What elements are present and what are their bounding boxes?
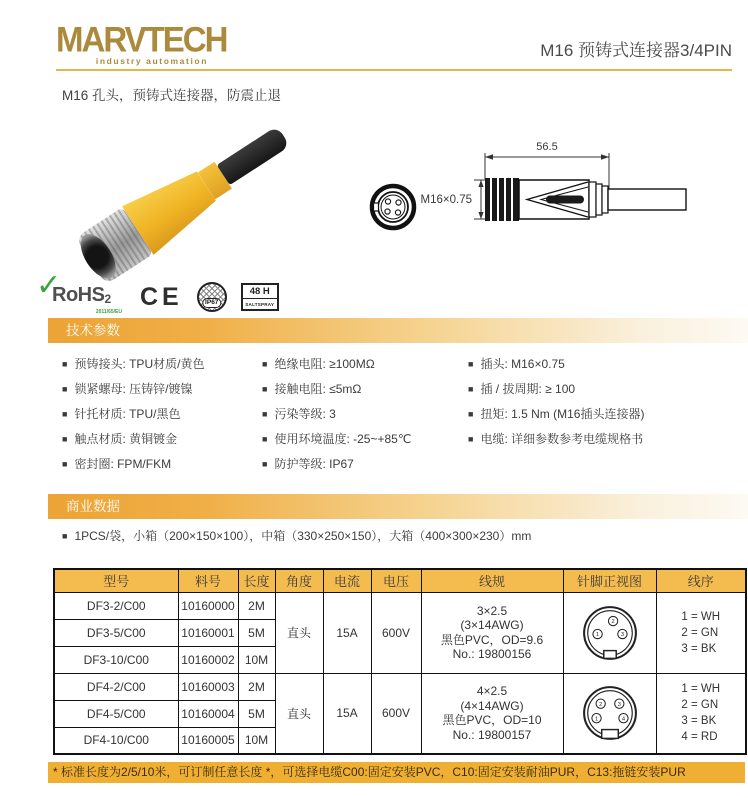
spec-item: ■ 绝缘电阻: ≥100MΩ: [262, 357, 375, 371]
rohs-label: RoHS2: [52, 284, 111, 306]
connector-front-view: [372, 186, 414, 228]
length-cell: 5M: [238, 700, 275, 727]
part-number-cell: 10160005: [178, 727, 238, 754]
wire-order-cell: 1 = WH 2 = GN 3 = BK: [656, 592, 746, 673]
connector-cable: [217, 126, 290, 185]
col-header-current: 电流: [323, 569, 371, 592]
spec-item: ■ 预铸接头: TPU材质/黄色: [62, 357, 205, 371]
col-header-pin-view: 针脚正视图: [563, 569, 656, 592]
logo-tagline: industry automation: [95, 56, 208, 66]
connector-socket-face: [74, 228, 123, 284]
bullet-square-icon: ■: [62, 434, 68, 444]
spec-item: ■ 插头: M16×0.75: [468, 357, 565, 371]
rohs-badge: [36, 269, 126, 315]
spec-column-3: [468, 352, 738, 477]
technical-drawing: [360, 133, 745, 273]
bullet-square-icon: ■: [62, 384, 68, 394]
angle-cell: 直头: [275, 592, 323, 673]
model-cell: DF3-5/C00: [54, 619, 178, 646]
page-title: M16 预铸式连接器3/4PIN: [540, 41, 732, 60]
model-cell: DF3-10/C00: [54, 646, 178, 673]
bullet-square-icon: ■: [62, 531, 68, 541]
voltage-cell: 600V: [371, 673, 421, 754]
col-header-angle: 角度: [275, 569, 323, 592]
dimension-drawing-svg: [360, 133, 745, 268]
parts-table: [53, 568, 747, 755]
pin-diagram-4pin: [581, 684, 639, 742]
part-number-cell: 10160002: [178, 646, 238, 673]
col-header-part-number: 料号: [178, 569, 238, 592]
certification-row: [36, 269, 279, 315]
table-row: [54, 673, 746, 700]
ip67-badge: [197, 282, 227, 312]
pin-diagram-3pin: [581, 604, 639, 662]
header-divider: [56, 69, 732, 71]
product-subtitle: M16 孔头，预铸式连接器，防震止退: [62, 88, 282, 103]
bullet-square-icon: ■: [62, 359, 68, 369]
length-cell: 5M: [238, 619, 275, 646]
col-header-voltage: 电压: [371, 569, 421, 592]
spec-column-2: [262, 352, 468, 477]
tech-spec-grid: [62, 352, 738, 477]
spec-item: ■ 扭矩: 1.5 Nm (M16插头连接器): [468, 407, 645, 421]
col-header-wire-spec: 线规: [421, 569, 563, 592]
connector-side-view: [485, 178, 686, 221]
pin-diagram-cell: [563, 592, 656, 673]
current-cell: 15A: [323, 592, 371, 673]
ip67-label: IP67: [202, 298, 221, 308]
spec-column-1: [62, 352, 262, 477]
bullet-square-icon: ■: [262, 384, 268, 394]
table-row: [54, 592, 746, 619]
spec-item: ■ 锁紧螺母: 压铸锌/镀镍: [62, 382, 193, 396]
part-number-cell: 10160001: [178, 619, 238, 646]
bullet-square-icon: ■: [468, 359, 474, 369]
thread-label: M16×0.75: [420, 194, 472, 206]
pin-number: 2: [611, 618, 615, 625]
model-cell: DF3-2/C00: [54, 592, 178, 619]
section-header-commercial: 商业数据: [48, 494, 748, 519]
part-number-cell: 10160003: [178, 673, 238, 700]
pin-number: 4: [621, 716, 625, 723]
product-photo: [70, 120, 310, 275]
rohs-check-icon: ✓: [36, 269, 62, 302]
spec-item: ■ 针托材质: TPU/黑色: [62, 407, 181, 421]
bullet-square-icon: ■: [262, 409, 268, 419]
connector-assembly: [74, 110, 301, 287]
length-cell: 10M: [238, 646, 275, 673]
pin-number: 1: [594, 716, 598, 723]
table-header-row: [54, 569, 746, 592]
spec-item: ■ 触点材质: 黄铜镀金: [62, 432, 178, 446]
bullet-square-icon: ■: [468, 434, 474, 444]
section-header-tech: 技术参数: [48, 318, 748, 343]
model-cell: DF4-2/C00: [54, 673, 178, 700]
col-header-length: 长度: [238, 569, 275, 592]
spec-item: ■ 密封圈: FPM/FKM: [62, 457, 172, 471]
rohs-directive: 2011/65/EU: [95, 309, 122, 315]
angle-cell: 直头: [275, 673, 323, 754]
packaging-info: ■ 1PCS/袋，小箱（200×150×100），中箱（330×250×150），大箱（400×300×230）mm: [62, 529, 532, 543]
spec-item: ■ 防护等级: IP67: [262, 457, 354, 471]
ce-mark: CE: [140, 282, 183, 311]
spec-item: ■ 接触电阻: ≤5mΩ: [262, 382, 362, 396]
salt-label: SALTSPRAY: [245, 302, 275, 307]
rohs-sub: 2: [104, 292, 111, 306]
col-header-model: 型号: [54, 569, 178, 592]
salt-spray-badge: [241, 283, 279, 311]
part-number-cell: 10160004: [178, 700, 238, 727]
current-cell: 15A: [323, 673, 371, 754]
voltage-cell: 600V: [371, 592, 421, 673]
length-dim-label: 56.5: [536, 141, 558, 153]
pin-diagram-cell: [563, 673, 656, 754]
pin-number: 2: [598, 702, 602, 708]
pin-number: 3: [617, 702, 621, 708]
logo-wordmark: MARVTECH: [56, 18, 227, 59]
spec-item: ■ 电缆: 详细参数参考电缆规格书: [468, 432, 644, 446]
pin-number: 1: [595, 631, 599, 638]
wire-spec-cell: 4×2.5 (4×14AWG) 黑色PVC，OD=10 No.: 19800157: [421, 673, 563, 754]
col-header-wire-order: 线序: [656, 569, 746, 592]
model-cell: DF4-10/C00: [54, 727, 178, 754]
length-cell: 2M: [238, 592, 275, 619]
length-cell: 10M: [238, 727, 275, 754]
company-logo: [56, 18, 227, 66]
spec-item: ■ 污染等级: 3: [262, 407, 336, 421]
bullet-square-icon: ■: [468, 409, 474, 419]
bullet-square-icon: ■: [62, 459, 68, 469]
table-footnote: * 标准长度为2/5/10米，可订制任意长度 *，可选择电缆C00:固定安装PVC，C10:固定安装耐油PUR，C13:拖链安装PUR: [48, 762, 745, 783]
bullet-square-icon: ■: [262, 459, 268, 469]
length-cell: 2M: [238, 673, 275, 700]
bullet-square-icon: ■: [62, 409, 68, 419]
model-cell: DF4-5/C00: [54, 700, 178, 727]
bullet-square-icon: ■: [468, 384, 474, 394]
part-number-cell: 10160000: [178, 592, 238, 619]
wire-order-cell: 1 = WH 2 = GN 3 = BK 4 = RD: [656, 673, 746, 754]
wire-spec-cell: 3×2.5 (3×14AWG) 黑色PVC，OD=9.6 No.: 19800156: [421, 592, 563, 673]
spec-item: ■ 插 / 拔周期: ≥ 100: [468, 382, 576, 396]
pin-number: 3: [620, 631, 624, 638]
salt-hours: 48 H: [243, 285, 277, 299]
bullet-square-icon: ■: [262, 359, 268, 369]
spec-item: ■ 使用环境温度: -25~+85℃: [262, 432, 412, 446]
bullet-square-icon: ■: [262, 434, 268, 444]
